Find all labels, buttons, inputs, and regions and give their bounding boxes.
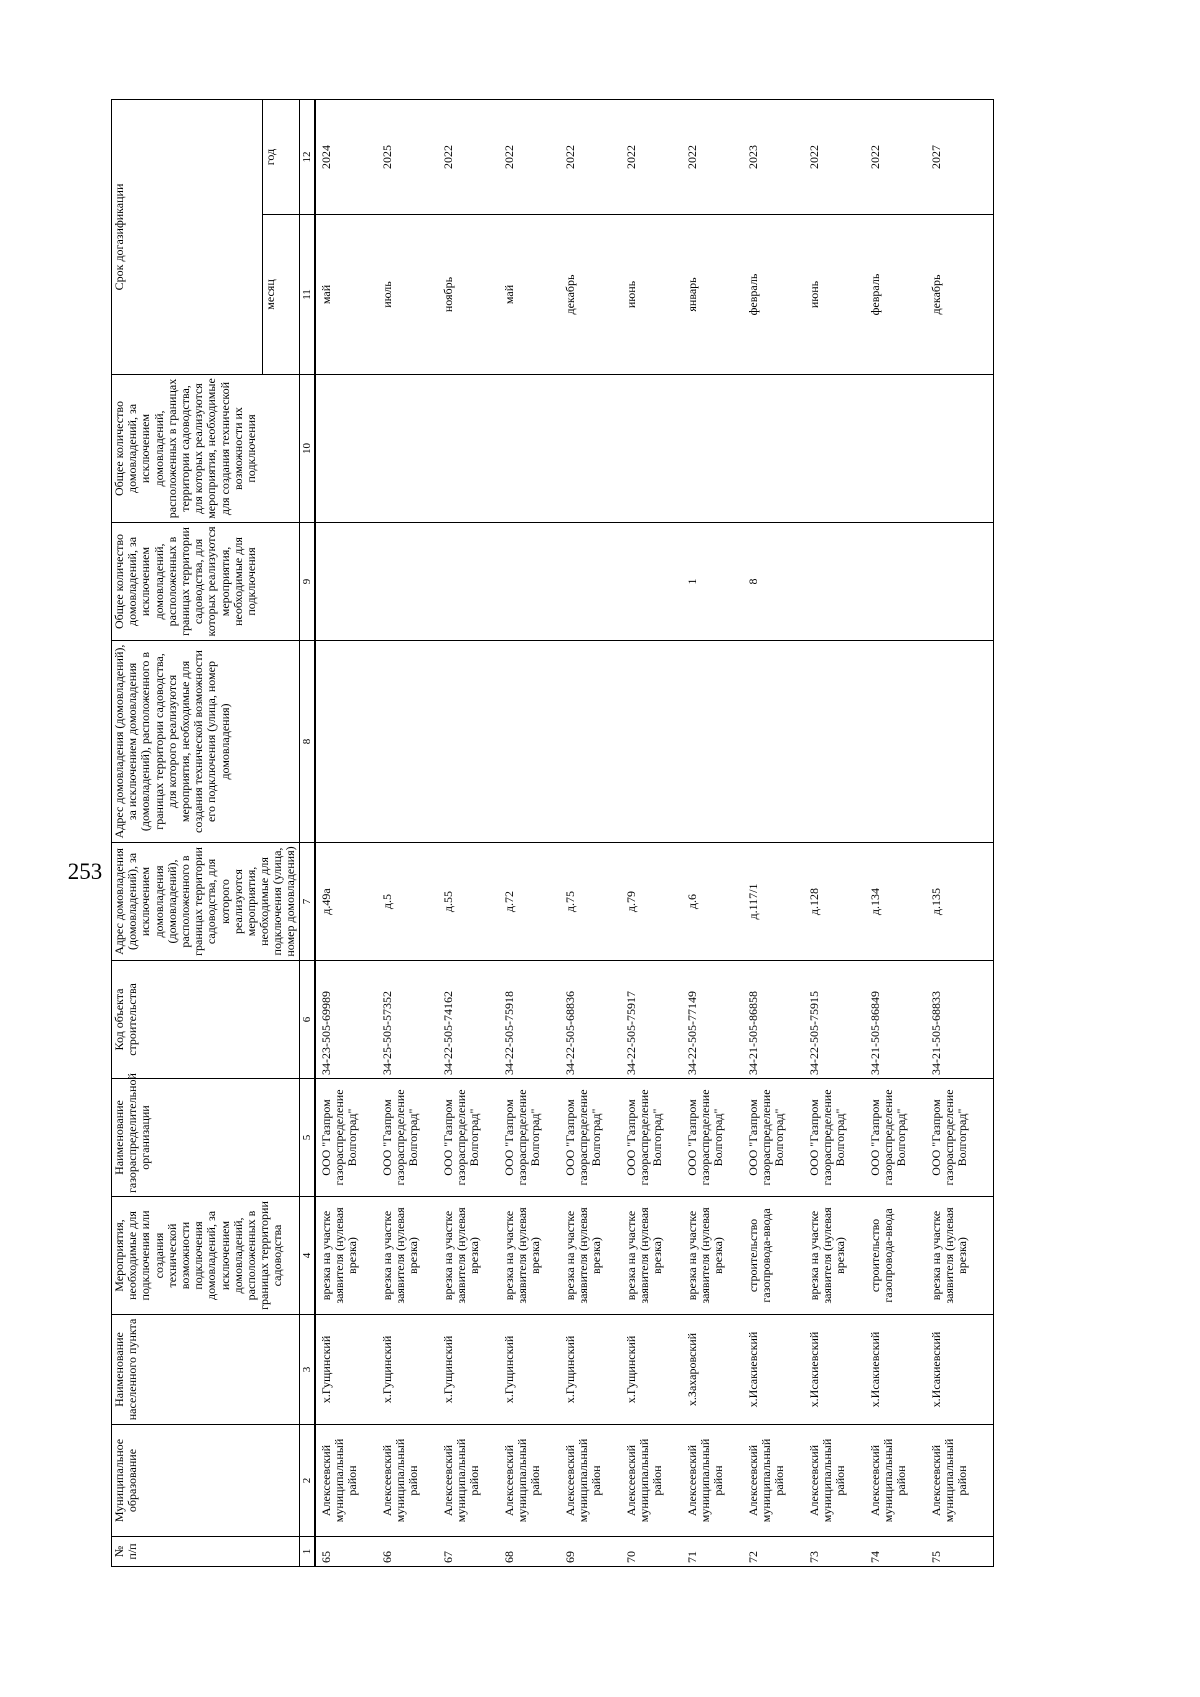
- row-address-capability: [315, 641, 377, 843]
- row-organization: ООО "Газпром газораспределение Волгоград": [315, 1079, 377, 1197]
- row-address-connection: д.55: [438, 843, 499, 961]
- row-address-capability: [377, 641, 438, 843]
- row-municipality: Алексеевский муниципальный район: [499, 1425, 560, 1537]
- row-organization: ООО "Газпром газораспределение Волгоград": [499, 1079, 560, 1197]
- row-address-capability: [865, 641, 926, 843]
- row-count-capability: [315, 375, 377, 523]
- row-year: 2022: [865, 99, 926, 214]
- row-month: январь: [682, 215, 743, 375]
- row-year: 2022: [682, 99, 743, 214]
- row-object-code: 34-22-505-75918: [499, 961, 560, 1079]
- header-count-capability: Общее количество домовладений, за исключением домовладений, расположенных в границах территории садоводства, для которых реализуются мероприятия, необходимые для создания технической возможности их подключения: [112, 375, 300, 523]
- row-num: 69: [560, 1537, 621, 1567]
- row-measures: врезка на участке заявителя (нулевая врезка): [560, 1197, 621, 1315]
- row-organization: ООО "Газпром газораспределение Волгоград": [438, 1079, 499, 1197]
- row-month: июнь: [804, 215, 865, 375]
- row-count-capability: [560, 375, 621, 523]
- row-count-connection: 1: [682, 523, 743, 641]
- row-object-code: 34-25-505-57352: [377, 961, 438, 1079]
- row-municipality: Алексеевский муниципальный район: [377, 1425, 438, 1537]
- row-year: 2024: [315, 99, 377, 214]
- row-num: 70: [621, 1537, 682, 1567]
- table-row: [377, 99, 438, 1566]
- column-number: 12: [299, 99, 315, 214]
- table-row: [621, 99, 682, 1566]
- row-measures: строительство газопровода-ввода: [743, 1197, 804, 1315]
- row-address-connection: д.135: [926, 843, 994, 961]
- row-address-connection: д.5: [377, 843, 438, 961]
- row-measures: врезка на участке заявителя (нулевая врезка): [438, 1197, 499, 1315]
- row-object-code: 34-21-505-68833: [926, 961, 994, 1079]
- row-object-code: 34-22-505-68836: [560, 961, 621, 1079]
- row-municipality: Алексеевский муниципальный район: [865, 1425, 926, 1537]
- row-year: 2022: [804, 99, 865, 214]
- row-address-capability: [438, 641, 499, 843]
- row-year: 2022: [560, 99, 621, 214]
- row-settlement: х.Гущинский: [621, 1315, 682, 1425]
- row-num: 74: [865, 1537, 926, 1567]
- row-settlement: х.Гущинский: [499, 1315, 560, 1425]
- row-organization: ООО "Газпром газораспределение Волгоград": [560, 1079, 621, 1197]
- row-year: 2022: [438, 99, 499, 214]
- row-count-capability: [621, 375, 682, 523]
- row-address-capability: [926, 641, 994, 843]
- row-count-connection: [621, 523, 682, 641]
- row-settlement: х.Гущинский: [560, 1315, 621, 1425]
- row-measures: строительство газопровода-ввода: [865, 1197, 926, 1315]
- row-settlement: х.Исакиевский: [865, 1315, 926, 1425]
- row-count-connection: 8: [743, 523, 804, 641]
- row-month: декабрь: [926, 215, 994, 375]
- row-organization: ООО "Газпром газораспределение Волгоград": [926, 1079, 994, 1197]
- row-measures: врезка на участке заявителя (нулевая врезка): [621, 1197, 682, 1315]
- row-address-connection: д.128: [804, 843, 865, 961]
- row-object-code: 34-23-505-69989: [315, 961, 377, 1079]
- row-count-connection: [560, 523, 621, 641]
- column-number: 11: [299, 215, 315, 375]
- row-municipality: Алексеевский муниципальный район: [315, 1425, 377, 1537]
- gasification-table: [111, 99, 994, 1567]
- row-municipality: Алексеевский муниципальный район: [804, 1425, 865, 1537]
- row-settlement: х.Гущинский: [315, 1315, 377, 1425]
- row-month: май: [499, 215, 560, 375]
- row-num: 73: [804, 1537, 865, 1567]
- row-object-code: 34-21-505-86849: [865, 961, 926, 1079]
- row-month: июль: [377, 215, 438, 375]
- table-row: [438, 99, 499, 1566]
- column-number: 3: [299, 1315, 315, 1425]
- row-num: 68: [499, 1537, 560, 1567]
- row-measures: врезка на участке заявителя (нулевая врезка): [926, 1197, 994, 1315]
- table-row: [865, 99, 926, 1566]
- table-row: [743, 99, 804, 1566]
- row-municipality: Алексеевский муниципальный район: [682, 1425, 743, 1537]
- row-year: 2025: [377, 99, 438, 214]
- header-term: Срок догазификации: [112, 99, 263, 374]
- header-year: год: [262, 99, 299, 214]
- row-measures: врезка на участке заявителя (нулевая врезка): [804, 1197, 865, 1315]
- row-year: 2027: [926, 99, 994, 214]
- row-measures: врезка на участке заявителя (нулевая врезка): [315, 1197, 377, 1315]
- row-year: 2022: [621, 99, 682, 214]
- column-number: 4: [299, 1197, 315, 1315]
- row-num: 67: [438, 1537, 499, 1567]
- row-settlement: х.Исакиевский: [804, 1315, 865, 1425]
- row-num: 71: [682, 1537, 743, 1567]
- column-number: 2: [299, 1425, 315, 1537]
- row-address-capability: [682, 641, 743, 843]
- row-settlement: х.Гущинский: [438, 1315, 499, 1425]
- row-organization: ООО "Газпром газораспределение Волгоград": [804, 1079, 865, 1197]
- row-object-code: 34-21-505-86858: [743, 961, 804, 1079]
- row-organization: ООО "Газпром газораспределение Волгоград": [682, 1079, 743, 1197]
- row-num: 72: [743, 1537, 804, 1567]
- row-count-connection: [315, 523, 377, 641]
- row-address-capability: [621, 641, 682, 843]
- row-month: февраль: [743, 215, 804, 375]
- row-count-capability: [438, 375, 499, 523]
- row-municipality: Алексеевский муниципальный район: [438, 1425, 499, 1537]
- row-organization: ООО "Газпром газораспределение Волгоград": [743, 1079, 804, 1197]
- row-municipality: Алексеевский муниципальный район: [743, 1425, 804, 1537]
- row-settlement: х.Исакиевский: [926, 1315, 994, 1425]
- row-count-connection: [865, 523, 926, 641]
- column-number: 1: [299, 1537, 315, 1567]
- row-address-connection: д.134: [865, 843, 926, 961]
- row-address-capability: [560, 641, 621, 843]
- column-number: 5: [299, 1079, 315, 1197]
- row-count-connection: [438, 523, 499, 641]
- row-month: май: [315, 215, 377, 375]
- row-address-connection: д.49а: [315, 843, 377, 961]
- row-num: 65: [315, 1537, 377, 1567]
- table-row: [926, 99, 994, 1566]
- row-settlement: х.Захаровский: [682, 1315, 743, 1425]
- header-month: месяц: [262, 215, 299, 375]
- table-row: [560, 99, 621, 1566]
- page-number: 253: [67, 858, 103, 884]
- row-count-capability: [804, 375, 865, 523]
- row-object-code: 34-22-505-75917: [621, 961, 682, 1079]
- table-row: [315, 99, 377, 1566]
- header-organization: Наименование газораспределительной организации: [112, 1079, 300, 1197]
- header-settlement: Наименование населенного пункта: [112, 1315, 300, 1425]
- row-object-code: 34-22-505-75915: [804, 961, 865, 1079]
- row-count-capability: [743, 375, 804, 523]
- row-year: 2023: [743, 99, 804, 214]
- row-address-capability: [743, 641, 804, 843]
- row-address-capability: [499, 641, 560, 843]
- column-number: 7: [299, 843, 315, 961]
- row-municipality: Алексеевский муниципальный район: [926, 1425, 994, 1537]
- row-month: февраль: [865, 215, 926, 375]
- row-month: ноябрь: [438, 215, 499, 375]
- row-address-connection: д.75: [560, 843, 621, 961]
- row-num: 75: [926, 1537, 994, 1567]
- row-address-connection: д.72: [499, 843, 560, 961]
- column-number-row: [299, 99, 315, 1566]
- header-measures: Мероприятия, необходимые для подключения или создания технической возможности подключения домовладений, за исключением домовладений, расположенных в границах территории садоводства: [112, 1197, 300, 1315]
- row-object-code: 34-22-505-77149: [682, 961, 743, 1079]
- row-count-connection: [377, 523, 438, 641]
- row-count-connection: [926, 523, 994, 641]
- table-row: [804, 99, 865, 1566]
- row-count-capability: [926, 375, 994, 523]
- row-month: декабрь: [560, 215, 621, 375]
- header-object-code: Код объекта строительства: [112, 961, 300, 1079]
- row-organization: ООО "Газпром газораспределение Волгоград": [621, 1079, 682, 1197]
- row-num: 66: [377, 1537, 438, 1567]
- row-count-capability: [499, 375, 560, 523]
- header-count-connection: Общее количество домовладений, за исключением домовладений, расположенных в границах территории садоводства, для которых реализуются мероприятия, необходимые для подключения: [112, 523, 300, 641]
- column-number: 8: [299, 641, 315, 843]
- header-municipality: Муниципальное образование: [112, 1425, 300, 1537]
- row-count-capability: [865, 375, 926, 523]
- header-address-connection: Адрес домовладения (домовладений), за исключением домовладения (домовладений), расположенного в границах территории садоводства, для которого реализуются мероприятия, необходимые для подключения (улица, номер домовладения): [112, 843, 300, 961]
- row-month: июнь: [621, 215, 682, 375]
- row-measures: врезка на участке заявителя (нулевая врезка): [377, 1197, 438, 1315]
- column-number: 10: [299, 375, 315, 523]
- row-address-connection: д.79: [621, 843, 682, 961]
- column-number: 6: [299, 961, 315, 1079]
- row-year: 2022: [499, 99, 560, 214]
- row-count-connection: [804, 523, 865, 641]
- table-row: [499, 99, 560, 1566]
- row-address-capability: [804, 641, 865, 843]
- header-address-capability: Адрес домовладения (домовладений), за исключением домовладения (домовладений), расположенного в границах территории садоводства, для которого реализуются мероприятия, необходимые для создания технической возможности его подключения (улица, номер домовладения): [112, 641, 300, 843]
- row-measures: врезка на участке заявителя (нулевая врезка): [682, 1197, 743, 1315]
- row-settlement: х.Гущинский: [377, 1315, 438, 1425]
- row-municipality: Алексеевский муниципальный район: [621, 1425, 682, 1537]
- row-organization: ООО "Газпром газораспределение Волгоград": [865, 1079, 926, 1197]
- row-count-connection: [499, 523, 560, 641]
- row-settlement: х.Исакиевский: [743, 1315, 804, 1425]
- row-municipality: Алексеевский муниципальный район: [560, 1425, 621, 1537]
- header-row: [112, 99, 263, 1566]
- header-num: № п/п: [112, 1537, 300, 1567]
- row-object-code: 34-22-505-74162: [438, 961, 499, 1079]
- row-organization: ООО "Газпром газораспределение Волгоград": [377, 1079, 438, 1197]
- row-count-capability: [377, 375, 438, 523]
- row-count-capability: [682, 375, 743, 523]
- row-address-connection: д.117/1: [743, 843, 804, 961]
- column-number: 9: [299, 523, 315, 641]
- table-row: [682, 99, 743, 1566]
- row-address-connection: д.6: [682, 843, 743, 961]
- row-measures: врезка на участке заявителя (нулевая врезка): [499, 1197, 560, 1315]
